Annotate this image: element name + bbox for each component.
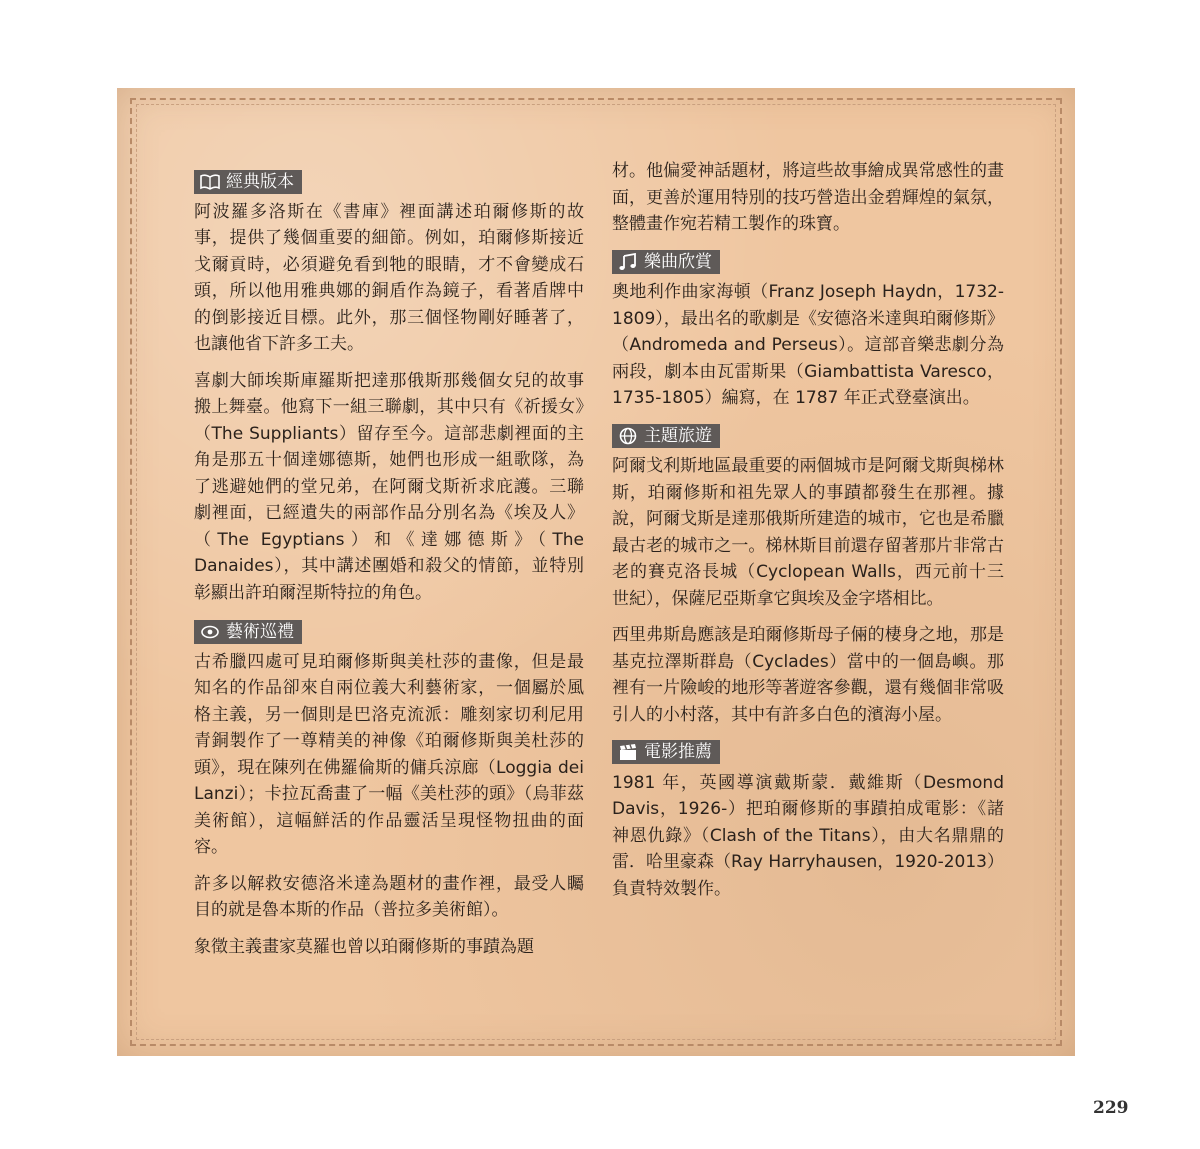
section-heading-travel (612, 424, 720, 448)
paragraph: 喜劇大師埃斯庫羅斯把達那俄斯那幾個女兒的故事搬上舞臺。他寫下一組三聯劇，其中只有《祈援女》（The Suppliants）留存至今。這部悲劇裡面的主角是那五十個達娜德斯，她們也形成一組歌隊，為了逃避她們的堂兄弟，在阿爾戈斯祈求庇護。三聯劇裡面，已經遺失的兩部作品分別名為《埃及人》（The Egyptians）和《達娜德斯》（The Danaides），其中講述團婚和殺父的情節，並特別彰顯出許珀爾涅斯特拉的角色。 (194, 370, 584, 603)
section-heading-label: 電影推薦 (644, 742, 712, 762)
section-heading-label: 主題旅遊 (644, 425, 712, 446)
section-heading-label: 經典版本 (226, 172, 294, 192)
left-column (194, 164, 584, 960)
book-icon (200, 173, 220, 191)
paragraph: 象徵主義畫家莫羅也曾以珀爾修斯的事蹟為題 (194, 936, 534, 957)
section-heading-music (612, 250, 720, 274)
section-heading-art-tour (194, 620, 302, 644)
right-column (612, 158, 1004, 902)
paragraph: 許多以解救安德洛米達為題材的畫作裡，最受人矚目的就是魯本斯的作品（普拉多美術館）。 (194, 873, 584, 920)
section-heading-label: 樂曲欣賞 (644, 251, 712, 272)
paragraph: 阿爾戈利斯地區最重要的兩個城市是阿爾戈斯與梯林斯，珀爾修斯和祖先眾人的事蹟都發生在那裡。據說，阿爾戈斯是達那俄斯所建造的城市，它也是希臘最古老的城市之一。梯林斯目前還存留著那片非常古老的賽克洛長城（Cyclopean Walls，西元前十三世紀），保薩尼亞斯拿它與埃及金字塔相比。 (612, 456, 1004, 609)
paragraph: 阿波羅多洛斯在《書庫》裡面講述珀爾修斯的故事，提供了幾個重要的細節。例如，珀爾修斯接近戈爾貢時，必須避免看到牠的眼睛，才不會變成石頭，所以他用雅典娜的銅盾作為鏡子，看著盾牌中的倒影接近目標。此外，那三個怪物剛好睡著了，也讓他省下許多工夫。 (194, 201, 584, 354)
paragraph: 古希臘四處可見珀爾修斯與美杜莎的畫像，但是最知名的作品卻來自兩位義大利藝術家，一個屬於風格主義，另一個則是巴洛克流派：雕刻家切利尼用青銅製作了一尊精美的神像《珀爾修斯與美杜莎的頭》，現在陳列在佛羅倫斯的傭兵涼廊（Loggia dei Lanzi）；卡拉瓦喬畫了一幅《美杜莎的頭》（烏菲茲美術館），這幅鮮活的作品靈活呈現怪物扭曲的面容。 (194, 651, 584, 857)
music-note-icon (618, 253, 638, 271)
paragraph: 材。他偏愛神話題材，將這些故事繪成異常感性的畫面，更善於運用特別的技巧營造出金碧輝煌的氣氛，整體畫作宛若精工製作的珠寶。 (612, 161, 1004, 234)
globe-icon (618, 427, 638, 445)
paragraph: 西里弗斯島應該是珀爾修斯母子倆的棲身之地，那是基克拉澤斯群島（Cyclades）當中的一個島嶼。那裡有一片險峻的地形等著遊客參觀，還有幾個非常吸引人的小村落，其中有許多白色的濱海小屋。 (612, 625, 1004, 725)
paragraph: 奧地利作曲家海頓（Franz Joseph Haydn，1732-1809），最出名的歌劇是《安德洛米達與珀爾修斯》（Andromeda and Perseus）。這部音樂悲劇分為兩段，劇本由瓦雷斯果（Giambattista Varesco，1735-1805）編寫，在 1787 年正式登臺演出。 (612, 282, 1004, 408)
section-heading-classic-version (194, 170, 302, 194)
eye-icon (200, 623, 220, 641)
clapperboard-icon (618, 743, 638, 761)
section-heading-film (612, 740, 720, 764)
page-number: 229 (1093, 1098, 1129, 1118)
paragraph: 1981 年，英國導演戴斯蒙．戴維斯（Desmond Davis，1926-）把珀爾修斯的事蹟拍成電影：《諸神恩仇錄》（Clash of the Titans），由大名鼎鼎的雷．哈里豪森（Ray Harryhausen，1920-2013）負責特效製作。 (612, 772, 1004, 899)
section-heading-label: 藝術巡禮 (226, 622, 294, 642)
